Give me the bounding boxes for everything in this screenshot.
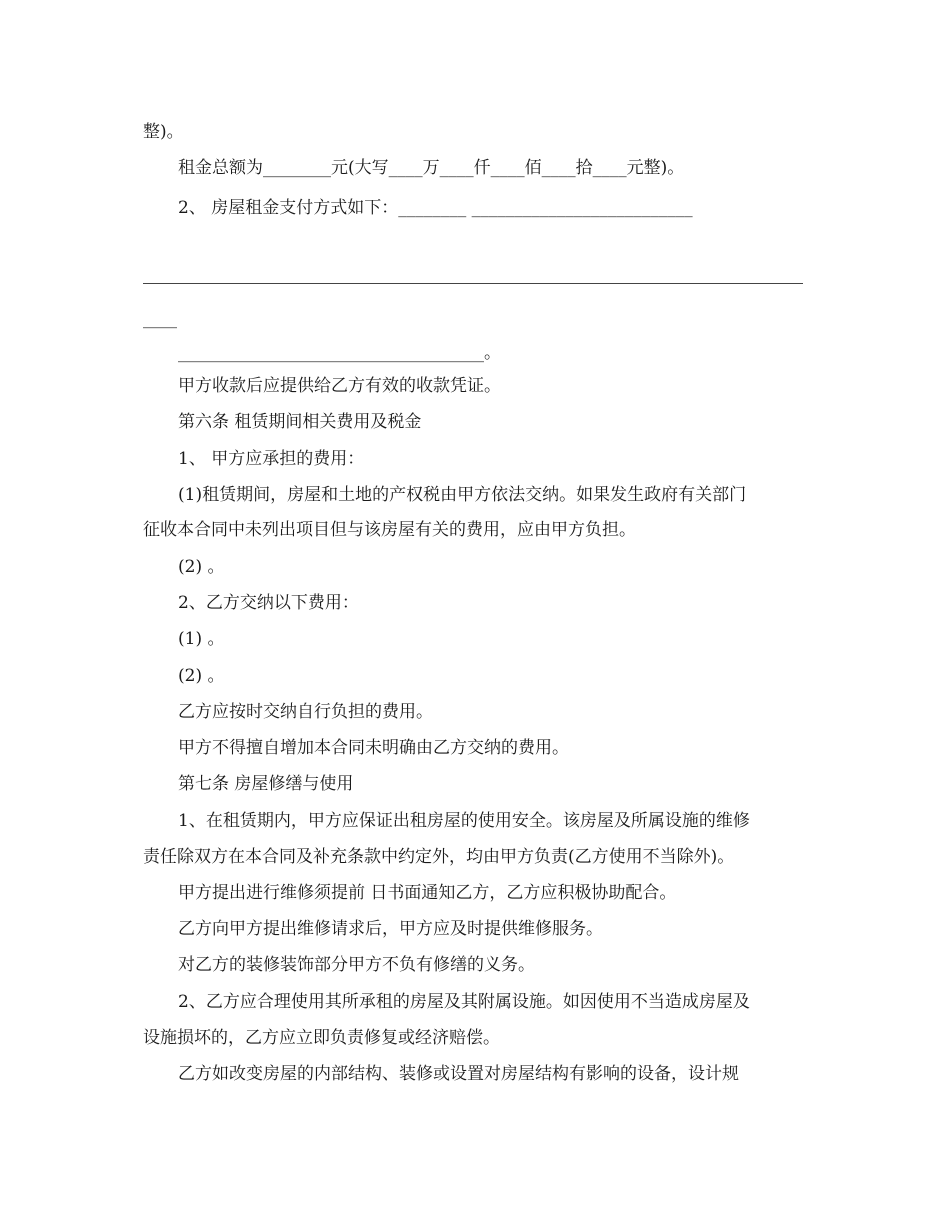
text-line: (2) 。 (178, 666, 225, 686)
text-line: 甲方不得擅自增加本合同未明确由乙方交纳的费用。 (178, 738, 569, 758)
text-line: 对乙方的装修装饰部分甲方不负有修缮的义务。 (178, 955, 535, 975)
blank-fill-continuation: ____ (143, 309, 177, 329)
text-line: 设施损坏的，乙方应立即负责修复或经济赔偿。 (143, 1028, 500, 1048)
text-line: 甲方收款后应提供给乙方有效的收款凭证。 (178, 376, 501, 396)
text-line: 整)。 (143, 122, 184, 142)
text-line: 责任除双方在本合同及补充条款中约定外，均由甲方负责(乙方使用不当除外)。 (143, 847, 735, 867)
text-line: 乙方如改变房屋的内部结构、装修或设置对房屋结构有影响的设备，设计规 (178, 1064, 739, 1084)
text-line: (1) 。 (178, 629, 225, 649)
clause-heading: 2、乙方交纳以下费用： (178, 593, 359, 613)
text-line: 乙方向甲方提出维修请求后，甲方应及时提供维修服务。 (178, 919, 603, 939)
text-line: 2、乙方应合理使用其所承租的房屋及其附属设施。如因使用不当造成房屋及 (178, 992, 750, 1012)
text-line: 1、在租赁期内，甲方应保证出租房屋的使用安全。该房屋及所属设施的维修 (178, 811, 750, 831)
section-heading: 第七条 房屋修缮与使用 (178, 774, 354, 794)
section-heading: 第六条 租赁期间相关费用及税金 (178, 412, 422, 432)
blank-fill-rule (143, 283, 803, 284)
blank-fill-line: ____________________________________。 (178, 343, 501, 363)
text-line: (1)租赁期间，房屋和土地的产权税由甲方依法交纳。如果发生政府有关部门 (178, 485, 747, 505)
text-line: 甲方提出进行维修须提前 日书面通知乙方，乙方应积极协助配合。 (178, 883, 677, 903)
rent-total-line: 租金总额为________元(大写____万____仟____佰____拾____元整)。 (178, 158, 685, 178)
text-line: 乙方应按时交纳自行负担的费用。 (178, 702, 433, 722)
text-line: (2) 。 (178, 557, 225, 577)
text-line: 征收本合同中未列出项目但与该房屋有关的费用，应由甲方负担。 (143, 520, 636, 540)
clause-heading: 1、 甲方应承担的费用： (178, 449, 365, 469)
payment-method-line: 2、 房屋租金支付方式如下：________ __________________________ (178, 198, 693, 218)
